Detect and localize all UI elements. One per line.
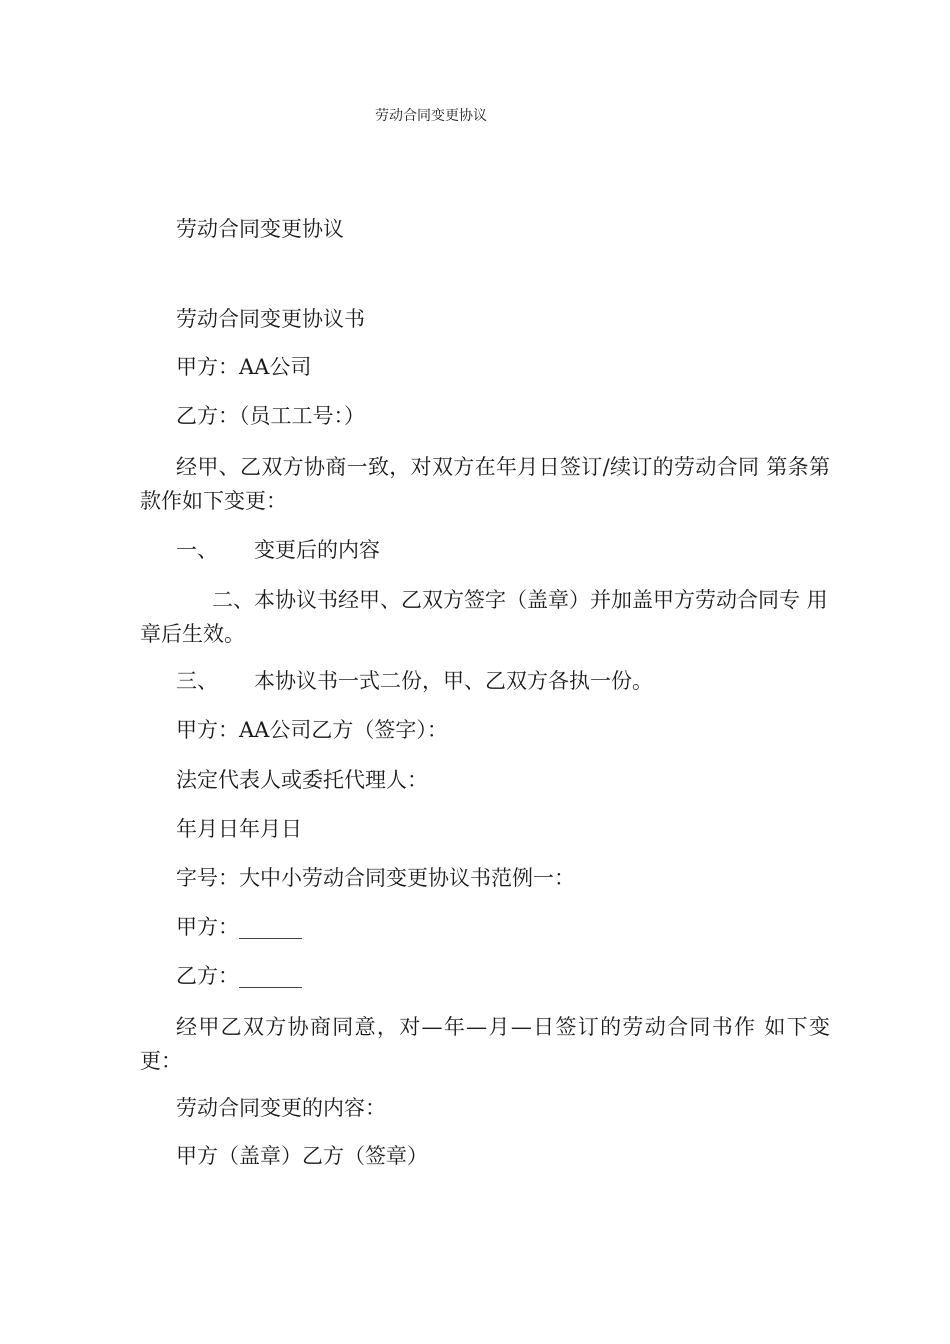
clause-1-text: 变更后的内容 bbox=[254, 538, 380, 562]
clause-2 bbox=[140, 583, 830, 651]
dates-line: 年月日年月日 bbox=[176, 817, 302, 841]
seal-line: 甲方（盖章）乙方（签章） bbox=[176, 1144, 428, 1168]
reference-line: 字号：大中小劳动合同变更协议书范例一： bbox=[176, 866, 575, 890]
clause-3 bbox=[176, 671, 653, 692]
party-b-line: 乙方：（员工工号：） bbox=[176, 404, 365, 428]
document-title: 劳动合同变更协议 bbox=[176, 217, 344, 241]
party-a-blank-line: 甲方：______ bbox=[176, 915, 302, 939]
clause-1 bbox=[176, 540, 380, 561]
party-a-line: 甲方：AA公司 bbox=[176, 355, 312, 379]
clause-1-number: 一、 bbox=[176, 538, 218, 562]
content-label: 劳动合同变更的内容： bbox=[176, 1096, 386, 1120]
running-header: 劳动合同变更协议 bbox=[375, 108, 487, 124]
clause-3-number: 三、 bbox=[176, 669, 218, 693]
intro2-paragraph: 经甲乙双方协商同意，对—年—月—日签订的劳动合同书作 如下变更： bbox=[140, 1015, 830, 1073]
clause-3-text: 本协议书一式二份，甲、乙双方各执一份。 bbox=[254, 669, 653, 693]
sign-parties-line: 甲方：AA公司乙方（签字）： bbox=[176, 718, 448, 742]
document-subtitle: 劳动合同变更协议书 bbox=[176, 307, 365, 331]
clause-2-text: 本协议书经甲、乙双方签字（盖章）并加盖甲方劳动合同专 用章后生效。 bbox=[140, 588, 828, 646]
party-b-blank-line: 乙方：______ bbox=[176, 964, 302, 988]
intro-paragraph: 经甲、乙双方协商一致，对双方在年月日签订/续订的劳动合同 第条第款作如下变更： bbox=[140, 455, 830, 513]
clause-2-number: 二、 bbox=[212, 588, 254, 612]
representative-line: 法定代表人或委托代理人： bbox=[176, 768, 428, 792]
